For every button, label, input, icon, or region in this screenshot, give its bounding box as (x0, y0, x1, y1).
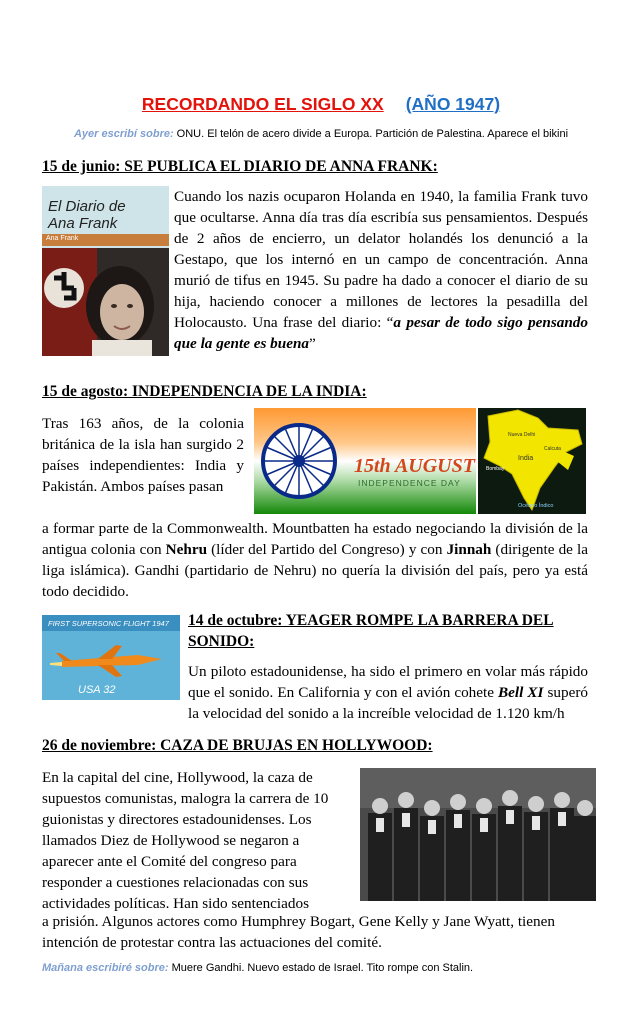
independence-day-banner (254, 408, 476, 514)
cover-title (48, 198, 126, 232)
title-main: RECORDANDO EL SIGLO XX (141, 94, 384, 114)
anna-text: Cuando los nazis ocuparon Holanda en 1940, la familia Frank tuvo que ocultarse. Anna día tras día escribía sus pensamientos. Después de 2 años de encierro, un delator holandés los denunció a la Gestapo, que los internó en un campo de concentración. Anna murió de tifus en 1945. Su padre ha dado a conocer el diario de su hija, haciendo conocer a millones de lectores la pesadilla del Holocausto. Una frase del diario: (174, 188, 588, 331)
supersonic-flight-stamp (42, 615, 180, 700)
india-text-2: (líder del Partido del Congreso) y con (207, 541, 447, 558)
cover-title-line-1: El Diario de (48, 198, 126, 215)
tomorrow-label: Mañana escribiré sobre: (42, 962, 169, 974)
hollywood-heading: 26 de noviembre: CAZA DE BRUJAS EN HOLLYWOOD: (42, 737, 433, 754)
map-label-ocean: Océano Índico (518, 503, 554, 509)
yeager-text-2: superó la velocidad del sonido a la increíble velocidad de 1.120 km/h (188, 684, 588, 722)
map-label-india: India (518, 455, 534, 462)
yeager-heading-line-1: 14 de octubre: YEAGER ROMPE LA BARRERA DEL (188, 612, 554, 629)
hollywood-paragraph-top: En la capital del cine, Hollywood, la caza de supuestos comunistas, malogra la carrera de 10 guionistas y directores estadounidenses. Los llamados Diez de Hollywood se negaron a aparecer ante el Comité del congreso para responder a cuestiones relacionadas con sus actividades políticas. Han sido sentenciados (42, 769, 329, 912)
hollywood-ten-photo (360, 768, 596, 901)
anna-frank-book-cover (42, 186, 169, 356)
plane-name: Bell XI (498, 684, 544, 701)
stamp-top-text: FIRST SUPERSONIC FLIGHT 1947 (48, 619, 169, 628)
stamp-bottom-text: USA 32 (78, 684, 116, 696)
map-label-delhi: Nueva Delhi (508, 432, 536, 438)
jinnah-name: Jinnah (446, 541, 492, 558)
india-map (478, 408, 586, 514)
yesterday-label: Ayer escribí sobre: (73, 128, 174, 140)
hollywood-paragraph-bottom: a prisión. Algunos actores como Humphrey Bogart, Gene Kelly y Jane Wyatt, tienen intención de protestar contra las actuaciones del comité. (42, 913, 555, 951)
title-year: (AÑO 1947) (405, 94, 501, 114)
anna-heading: 15 de junio: SE PUBLICA EL DIARIO DE ANNA FRANK: (42, 158, 438, 175)
yeager-heading-line-2: SONIDO: (188, 633, 255, 650)
anna-quote-open: “ (386, 314, 394, 331)
anna-frank-photo (42, 248, 169, 356)
india-heading: 15 de agosto: INDEPENDENCIA DE LA INDIA: (42, 383, 367, 400)
tomorrow-text: Muere Gandhi. Nuevo estado de Israel. Tito rompe con Stalin. (168, 962, 474, 974)
yesterday-text: ONU. El telón de acero divide a Europa. Partición de Palestina. Aparece el bikini (173, 128, 569, 140)
page-title (0, 94, 642, 115)
map-label-bombay: Bombay (486, 466, 505, 472)
india-paragraph-top: Tras 163 años, de la colonia británica de la isla han surgido 2 países independientes: India y Pakistán. Ambos países pasan (42, 415, 244, 495)
anna-quote-close: ” (309, 335, 316, 352)
banner-date: 15th AUGUST (354, 455, 475, 477)
banner-subtitle: INDEPENDENCE DAY (358, 478, 461, 488)
yesterday-line (0, 128, 642, 140)
yeager-paragraph-top (188, 661, 588, 724)
map-label-calcutta: Calcuta (544, 446, 561, 452)
nehru-name: Nehru (165, 541, 208, 558)
cover-author: Ana Frank (46, 235, 79, 242)
anna-paragraph (174, 186, 588, 354)
india-paragraph-bottom (42, 518, 588, 602)
anna-quote: a pesar de todo sigo pensando que la gente es buena (174, 314, 588, 352)
india-text-3: (dirigente de la liga islámica). Gandhi (partidario de Nehru) no quería la división del país, pero ya está todo decidido. (42, 541, 588, 600)
cover-title-line-2: Ana Frank (48, 215, 118, 232)
yeager-text-1: Un piloto estadounidense, ha sido el primero en volar más rápido que el sonido. En California y con el avión cohete (188, 663, 588, 701)
tomorrow-line (42, 962, 473, 974)
india-text-1: a formar parte de la Commonwealth. Mountbatten ha estado negociando la división de la antigua colonia con (42, 520, 588, 558)
